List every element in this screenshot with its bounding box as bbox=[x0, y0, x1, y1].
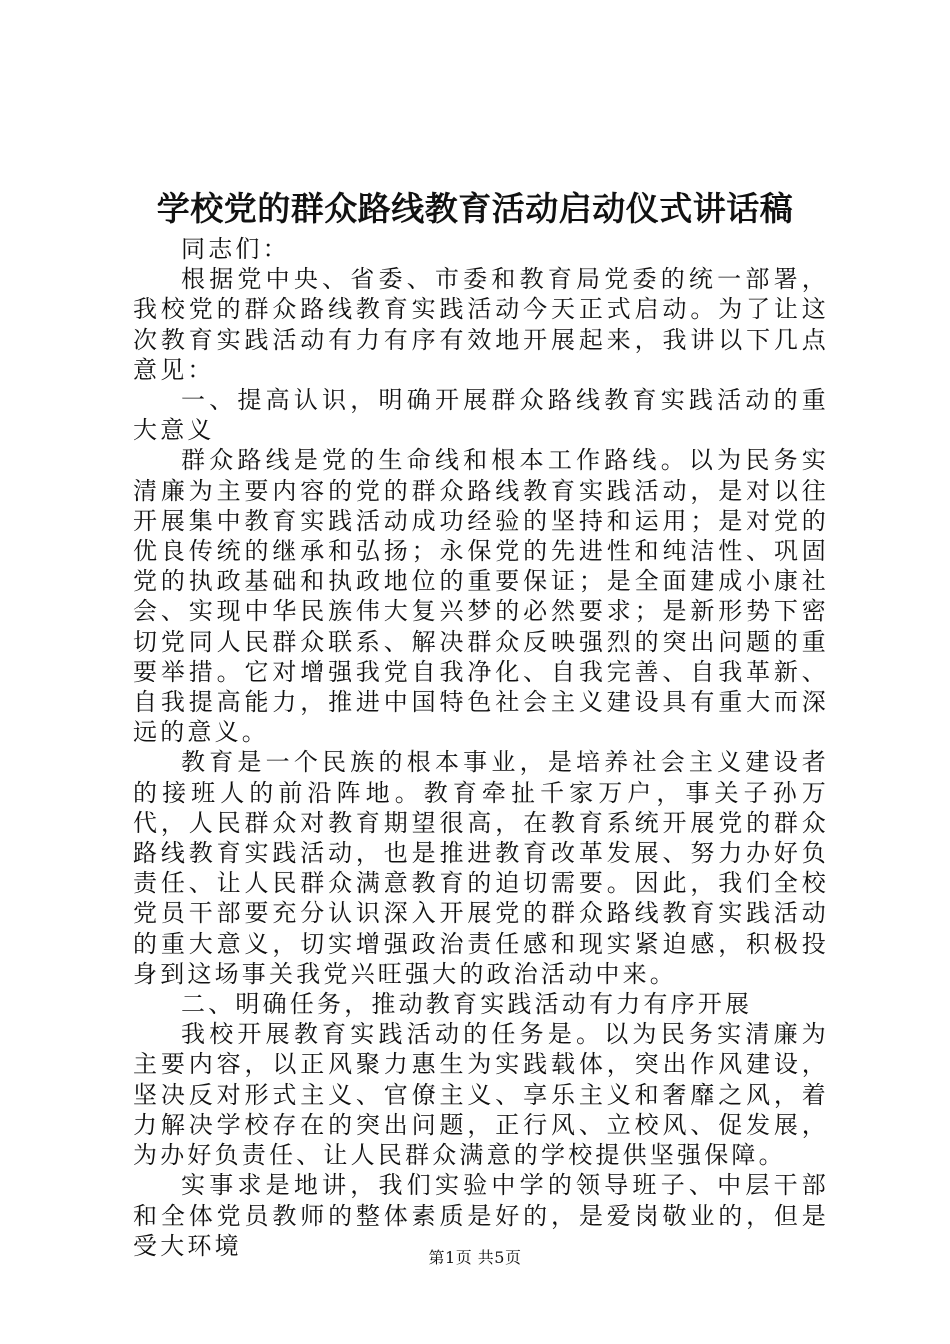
document-title: 学校党的群众路线教育活动启动仪式讲话稿 bbox=[156, 189, 794, 228]
section-heading-2: 二、明确任务，推动教育实践活动有力有序开展 bbox=[181, 990, 753, 1019]
paragraph: 实事求是地讲，我们实验中学的领导班子、中层干部和全体党员教师的整体素质是好的，是爱岗敬业的，但是受大环境 bbox=[133, 1171, 829, 1260]
paragraph: 我校开展教育实践活动的任务是。以为民务实清廉为主要内容，以正风聚力惠生为实践载体，突出作风建设，坚决反对形式主义、官僚主义、享乐主义和奢靡之风，着力解决学校存在的突出问题，正行风、立校风、促发展，为办好负责任、让人民群众满意的学校提供坚强保障。 bbox=[133, 1020, 829, 1170]
paragraph: 群众路线是党的生命线和根本工作路线。以为民务实清廉为主要内容的党的群众路线教育实践活动，是对以往开展集中教育实践活动成功经验的坚持和运用；是对党的优良传统的继承和弘扬；永保党的先进性和纯洁性、巩固党的执政基础和执政地位的重要保证；是全面建成小康社会、实现中华民族伟大复兴梦的必然要求；是新形势下密切党同人民群众联系、解决群众反映强烈的突出问题的重要举措。它对增强我党自我净化、自我完善、自我革新、自我提高能力，推进中国特色社会主义建设具有重大而深远的意义。 bbox=[133, 446, 829, 747]
section-heading-1: 一、提高认识，明确开展群众路线教育实践活动的重大意义 bbox=[133, 386, 829, 445]
document-body bbox=[133, 234, 829, 1261]
page-number-footer: 第1页 共5页 bbox=[428, 1248, 522, 1267]
paragraph-intro: 根据党中央、省委、市委和教育局党委的统一部署，我校党的群众路线教育实践活动今天正式启动。为了让这次教育实践活动有力有序有效地开展起来，我讲以下几点意见： bbox=[133, 265, 829, 384]
paragraph: 教育是一个民族的根本事业，是培养社会主义建设者的接班人的前沿阵地。教育牵扯千家万户，事关子孙万代，人民群众对教育期望很高，在教育系统开展党的群众路线教育实践活动，也是推进教育改革发展、努力办好负责任、让人民群众满意教育的迫切需要。因此，我们全校党员干部要充分认识深入开展党的群众路线教育实践活动的重大意义，切实增强政治责任感和现实紧迫感，积极投身到这场事关我党兴旺强大的政治活动中来。 bbox=[133, 748, 829, 988]
salutation: 同志们： bbox=[181, 235, 290, 263]
